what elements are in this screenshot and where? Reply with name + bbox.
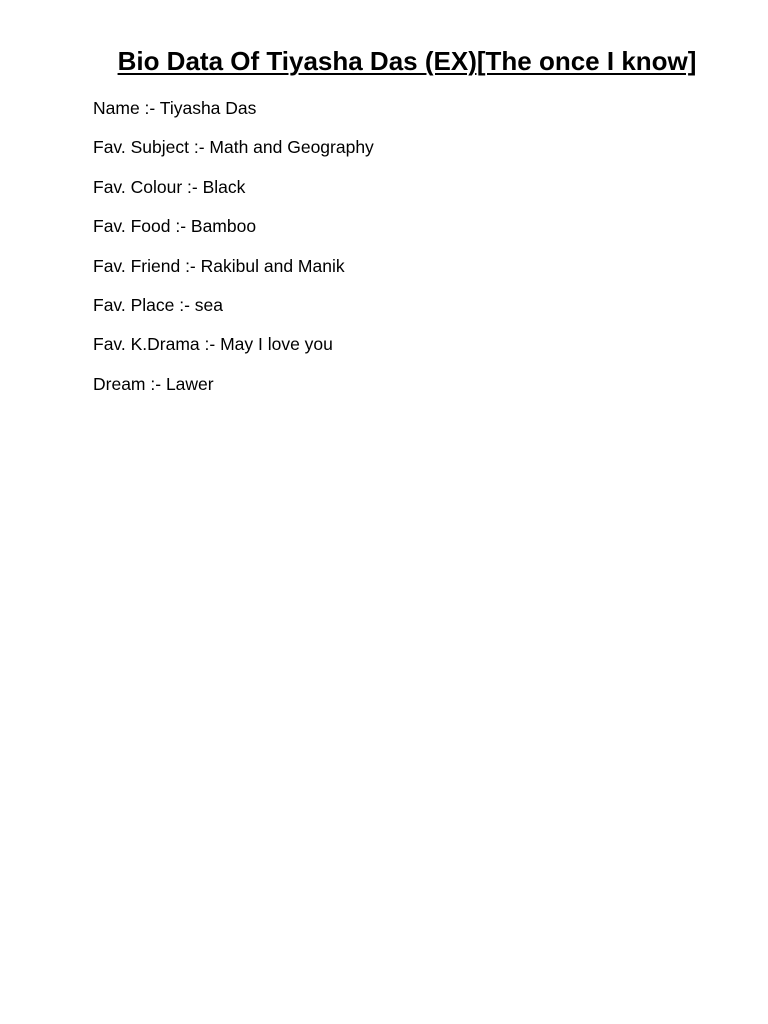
field-label: Fav. Food :-	[93, 216, 191, 237]
field-name	[93, 97, 374, 119]
field-value: Lawer	[165, 373, 214, 394]
field-value: Rakibul and Manik	[200, 255, 345, 276]
field-fav-kdrama	[93, 333, 374, 355]
field-value: Tiyasha Das	[159, 98, 257, 118]
field-fav-colour	[93, 176, 374, 198]
field-label: Fav. Colour :-	[93, 176, 203, 197]
field-value: Bamboo	[190, 216, 257, 237]
field-label: Fav. K.Drama :-	[93, 334, 221, 355]
field-label: Fav. Subject :-	[93, 137, 210, 158]
field-label: Fav. Place :-	[93, 294, 195, 315]
field-fav-place	[93, 294, 374, 316]
field-value: Black	[202, 176, 246, 197]
field-value: May I love you	[220, 334, 333, 355]
field-fav-subject	[93, 136, 374, 158]
field-value: Math and Geography	[209, 137, 374, 158]
field-fav-food	[93, 215, 374, 237]
document-title: Bio Data Of Tiyasha Das (EX)[The once I know]	[117, 46, 697, 76]
field-label: Fav. Friend :-	[93, 255, 201, 276]
bio-data-list	[93, 97, 374, 412]
field-label: Dream :-	[93, 373, 166, 394]
field-dream	[93, 373, 374, 395]
field-fav-friend	[93, 255, 374, 277]
field-label: Name :-	[93, 98, 160, 118]
field-value: sea	[194, 294, 224, 315]
